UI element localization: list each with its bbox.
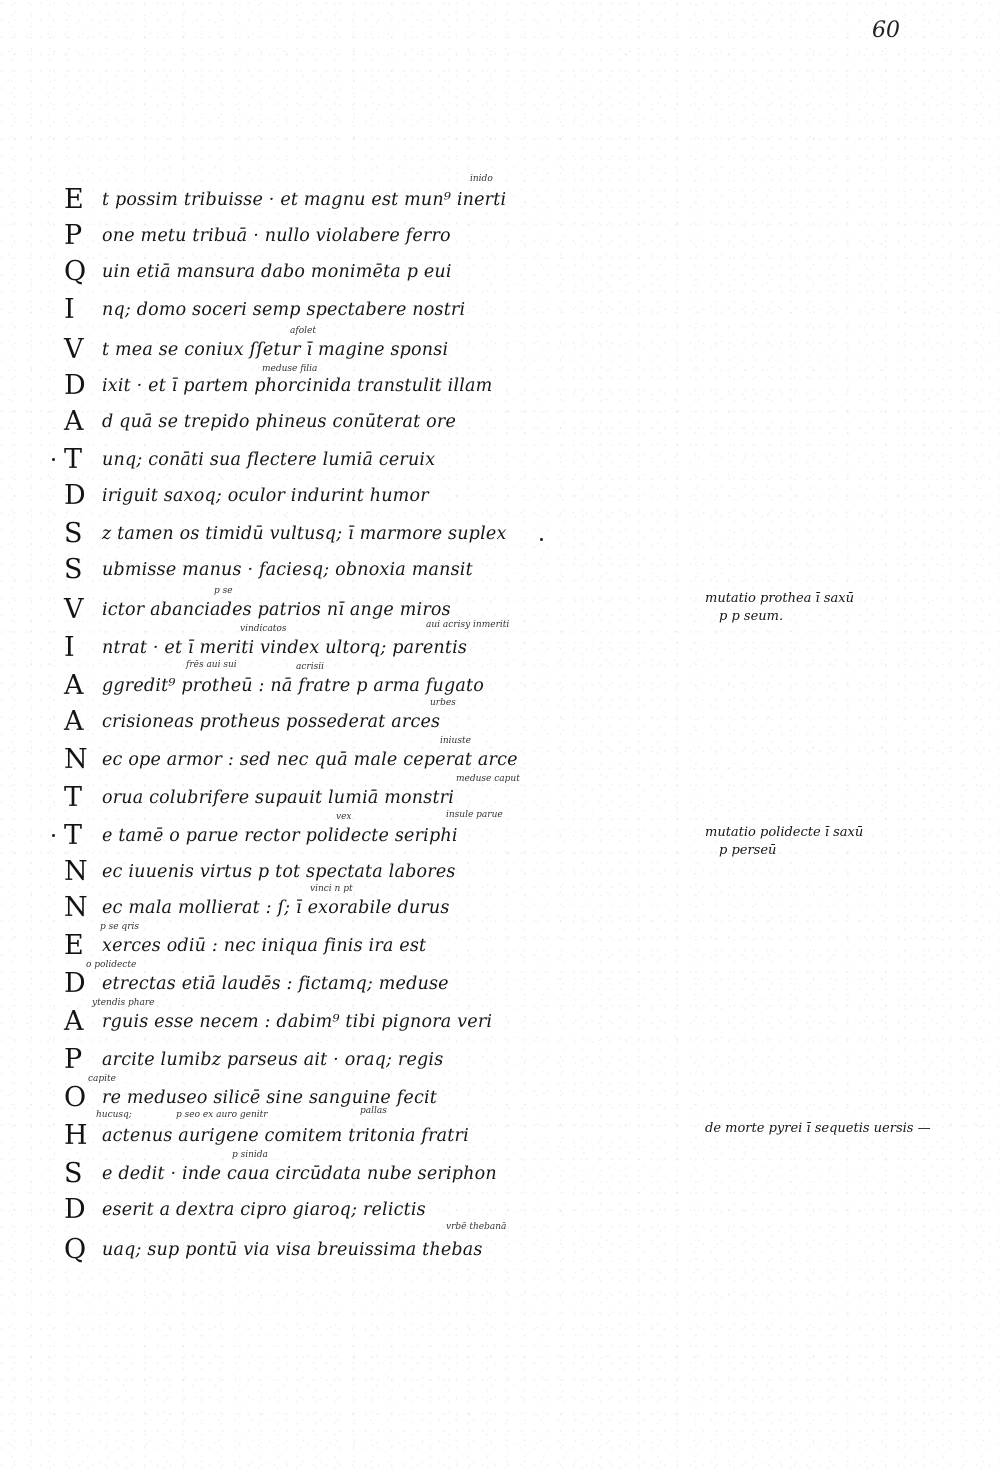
interlinear-gloss: vex [336, 812, 352, 822]
verse-initial: D [64, 480, 86, 511]
interlinear-gloss: afolet [290, 326, 316, 336]
verse-initial: O [64, 1082, 87, 1113]
verse-initial: S [64, 1158, 83, 1189]
interlinear-gloss: o polidecte [86, 960, 137, 970]
verse-line [60, 442, 620, 478]
verse-text: ubmisse manus · faciesq; obnoxia mansit [102, 560, 473, 580]
verse-initial: I [64, 632, 75, 663]
verse-line [60, 332, 620, 368]
verse-text: ggredit⁹ protheū : nā fratre p arma fugato [102, 676, 484, 696]
verse-line [60, 478, 620, 514]
marginal-note-line: mutatio polidecte ī saxū [705, 825, 864, 840]
verse-text: nq; domo soceri semp spectabere nostri [102, 300, 466, 320]
verse-text: e dedit · inde caua circūdata nube seriphon [102, 1164, 497, 1184]
verse-initial: E [64, 930, 84, 961]
verse-initial: A [64, 1006, 84, 1037]
verse-text: uin etiā mansura dabo monimēta p eui [102, 262, 452, 282]
interlinear-gloss: inido [470, 174, 493, 184]
verse-text: ixit · et ī partem phorcinida transtulit illam [102, 376, 493, 396]
verse-initial: D [64, 1194, 86, 1225]
verse-line [60, 668, 620, 704]
marginal-note-line: p p seum. [719, 609, 784, 624]
verse-line [60, 928, 620, 964]
verse-text: rguis esse necem : dabim⁹ tibi pignora veri [102, 1012, 493, 1032]
verse-line [60, 552, 620, 588]
verse-line [60, 1042, 620, 1078]
verse-initial: T [64, 820, 83, 851]
verse-text: ictor abanciades patrios nī ange miros [102, 600, 451, 620]
verse-initial: D [64, 370, 86, 401]
interlinear-gloss: p se [214, 586, 233, 596]
verse-initial: A [64, 670, 84, 701]
interlinear-gloss: urbes [430, 698, 456, 708]
verse-line [60, 1080, 620, 1116]
interlinear-gloss: frēs aui sui [186, 660, 237, 670]
margin-dot [52, 834, 55, 837]
verse-text: ec ope armor : sed nec quā male ceperat arce [102, 750, 518, 770]
verse-text: t possim tribuisse · et magnu est mun⁹ inerti [102, 190, 507, 210]
verse-text: uaq; sup pontū via visa breuissima thebas [102, 1240, 483, 1260]
interlinear-gloss: capite [88, 1074, 116, 1084]
marginal-note-line: p perseū [719, 843, 777, 858]
verse-initial: V [64, 334, 84, 365]
margin-dot [52, 458, 55, 461]
verse-text: unq; conāti sua flectere lumiā ceruix [102, 450, 436, 470]
verse-initial: P [64, 1044, 83, 1075]
verse-initial: Q [64, 256, 87, 287]
interlinear-gloss: acrisii [296, 662, 324, 672]
margin-dot [540, 538, 543, 541]
verse-text: ec mala mollierat : ſ; ī exorabile durus [102, 898, 450, 918]
verse-text: t mea se coniux ſſetur ī magine sponsi [102, 340, 449, 360]
verse-line [60, 592, 620, 628]
verse-line [60, 890, 620, 926]
verse-text: actenus aurigene comitem tritonia fratri [102, 1126, 469, 1146]
verse-initial: Q [64, 1234, 87, 1265]
verse-initial: N [64, 856, 88, 887]
verse-line [60, 1232, 620, 1268]
verse-initial: E [64, 184, 84, 215]
verse-line [60, 742, 620, 778]
interlinear-gloss: vinci n pt [310, 884, 353, 894]
interlinear-gloss: aui acrisy inmeriti [426, 620, 510, 630]
verse-initial: V [64, 594, 84, 625]
verse-line [60, 1118, 620, 1154]
verse-line [60, 1156, 620, 1192]
verse-initial: T [64, 782, 83, 813]
verse-initial: T [64, 444, 83, 475]
verse-line [60, 818, 620, 854]
verse-line [60, 516, 620, 552]
verse-line [60, 966, 620, 1002]
verse-line [60, 1004, 620, 1040]
folio-number: 60 [872, 18, 900, 43]
verse-initial: I [64, 294, 75, 325]
verse-text: eserit a dextra cipro giaroq; relictis [102, 1200, 426, 1220]
interlinear-gloss: pallas [360, 1106, 387, 1116]
verse-line [60, 1192, 620, 1228]
interlinear-gloss: vrbē thebanā [446, 1222, 507, 1232]
verse-line [60, 292, 620, 328]
verse-initial: H [64, 1120, 88, 1151]
verse-line [60, 404, 620, 440]
verse-initial: N [64, 744, 88, 775]
interlinear-gloss: hucusq; [96, 1110, 132, 1120]
verse-text: one metu tribuā · nullo violabere ferro [102, 226, 451, 246]
verse-text: z tamen os timidū vultusq; ī marmore suplex [102, 524, 507, 544]
verse-text: ntrat · et ī meriti vindex ultorq; parentis [102, 638, 468, 658]
verse-initial: S [64, 554, 83, 585]
verse-text: ec iuuenis virtus p tot spectata labores [102, 862, 456, 882]
verse-text: orua colubrifere supauit lumiā monstri [102, 788, 455, 808]
verse-initial: N [64, 892, 88, 923]
marginal-note-line: mutatio prothea ī saxū [705, 591, 854, 606]
interlinear-gloss: p seo ex auro genitr [176, 1110, 268, 1120]
verse-text: iriguit saxoq; oculor indurint humor [102, 486, 429, 506]
verse-text: xerces odiū : nec iniqua finis ira est [102, 936, 427, 956]
marginal-note [705, 590, 975, 626]
verse-text: arcite lumibz parseus ait · oraq; regis [102, 1050, 444, 1070]
interlinear-gloss: meduse filia [262, 364, 318, 374]
verse-text: etrectas etiā laudēs : fictamq; meduse [102, 974, 449, 994]
verse-text: re meduseo silicē sine sanguine fecit [102, 1088, 438, 1108]
verse-line [60, 780, 620, 816]
verse-initial: A [64, 706, 84, 737]
verse-text: crisioneas protheus possederat arces [102, 712, 441, 732]
verse-line [60, 630, 620, 666]
interlinear-gloss: ytendis phare [92, 998, 155, 1008]
verse-text: d quā se trepido phineus conūterat ore [102, 412, 457, 432]
verse-line [60, 254, 620, 290]
interlinear-gloss: insule parue [446, 810, 503, 820]
marginal-note [705, 1120, 975, 1138]
verse-line [60, 182, 620, 218]
verse-initial: P [64, 220, 83, 251]
verse-text: e tamē o parue rector polidecte seriphi [102, 826, 458, 846]
verse-line [60, 368, 620, 404]
verse-initial: S [64, 518, 83, 549]
verse-initial: D [64, 968, 86, 999]
marginal-note [705, 824, 975, 860]
interlinear-gloss: vindicatos [240, 624, 287, 634]
interlinear-gloss: p se qris [100, 922, 139, 932]
interlinear-gloss: meduse caput [456, 774, 520, 784]
interlinear-gloss: iniuste [440, 736, 471, 746]
marginal-note-line: de morte pyrei ī sequetis uersis — [705, 1121, 931, 1136]
interlinear-gloss: p sinida [232, 1150, 268, 1160]
verse-line [60, 704, 620, 740]
verse-line [60, 218, 620, 254]
verse-initial: A [64, 406, 84, 437]
